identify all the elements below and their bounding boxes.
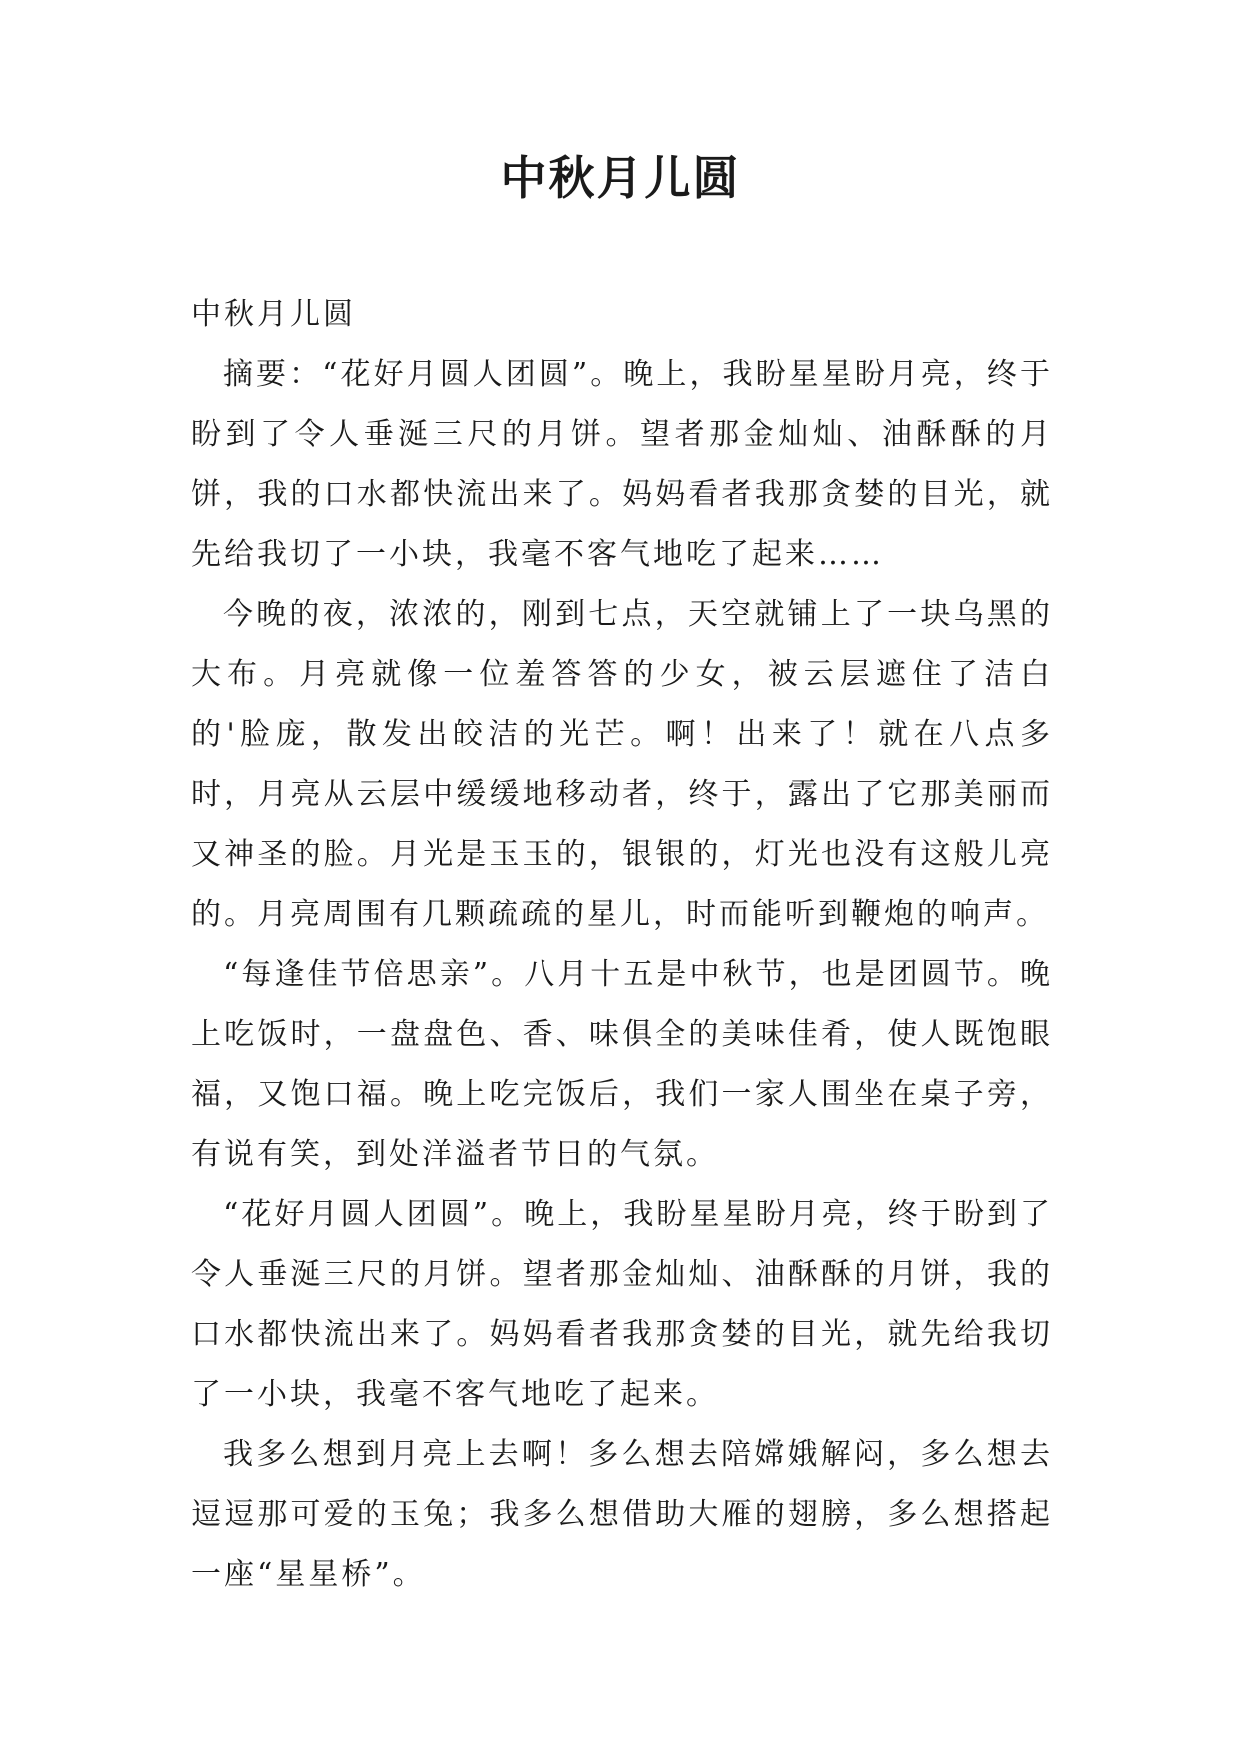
paragraph-abstract: 摘要：“花好月圆人团圆”。晚上，我盼星星盼月亮，终于盼到了令人垂涎三尺的月饼。望者那金灿灿、油酥酥的月饼，我的口水都快流出来了。妈妈看者我那贪婪的目光，就先给我切了一小块，我毫不客气地吃了起来…… xyxy=(191,357,1053,572)
paragraph: “花好月圆人团圆”。晚上，我盼星星盼月亮，终于盼到了令人垂涎三尺的月饼。望者那金灿灿、油酥酥的月饼，我的口水都快流出来了。妈妈看者我那贪婪的目光，就先给我切了一小块，我毫不客气地吃了起来。 xyxy=(191,1197,1053,1412)
document-body xyxy=(191,285,1053,1605)
document-title: 中秋月儿圆 xyxy=(500,151,741,205)
document-subtitle: 中秋月儿圆 xyxy=(191,297,356,332)
paragraph: “每逢佳节倍思亲”。八月十五是中秋节，也是团圆节。晚上吃饭时，一盘盘色、香、味俱全的美味佳肴，使人既饱眼福，又饱口福。晚上吃完饭后，我们一家人围坐在桌子旁，有说有笑，到处洋溢者节日的气氛。 xyxy=(191,957,1053,1172)
paragraph: 我多么想到月亮上去啊！多么想去陪嫦娥解闷，多么想去逗逗那可爱的玉兔；我多么想借助大雁的翅膀，多么想搭起一座“星星桥”。 xyxy=(191,1437,1053,1592)
paragraph: 今晚的夜，浓浓的，刚到七点，天空就铺上了一块乌黑的大布。月亮就像一位羞答答的少女，被云层遮住了洁白的'脸庞，散发出皎洁的光芒。啊！出来了！就在八点多时，月亮从云层中缓缓地移动者，终于，露出了它那美丽而又神圣的脸。月光是玉玉的，银银的，灯光也没有这般儿亮的。月亮周围有几颗疏疏的星儿，时而能听到鞭炮的响声。 xyxy=(191,597,1053,932)
